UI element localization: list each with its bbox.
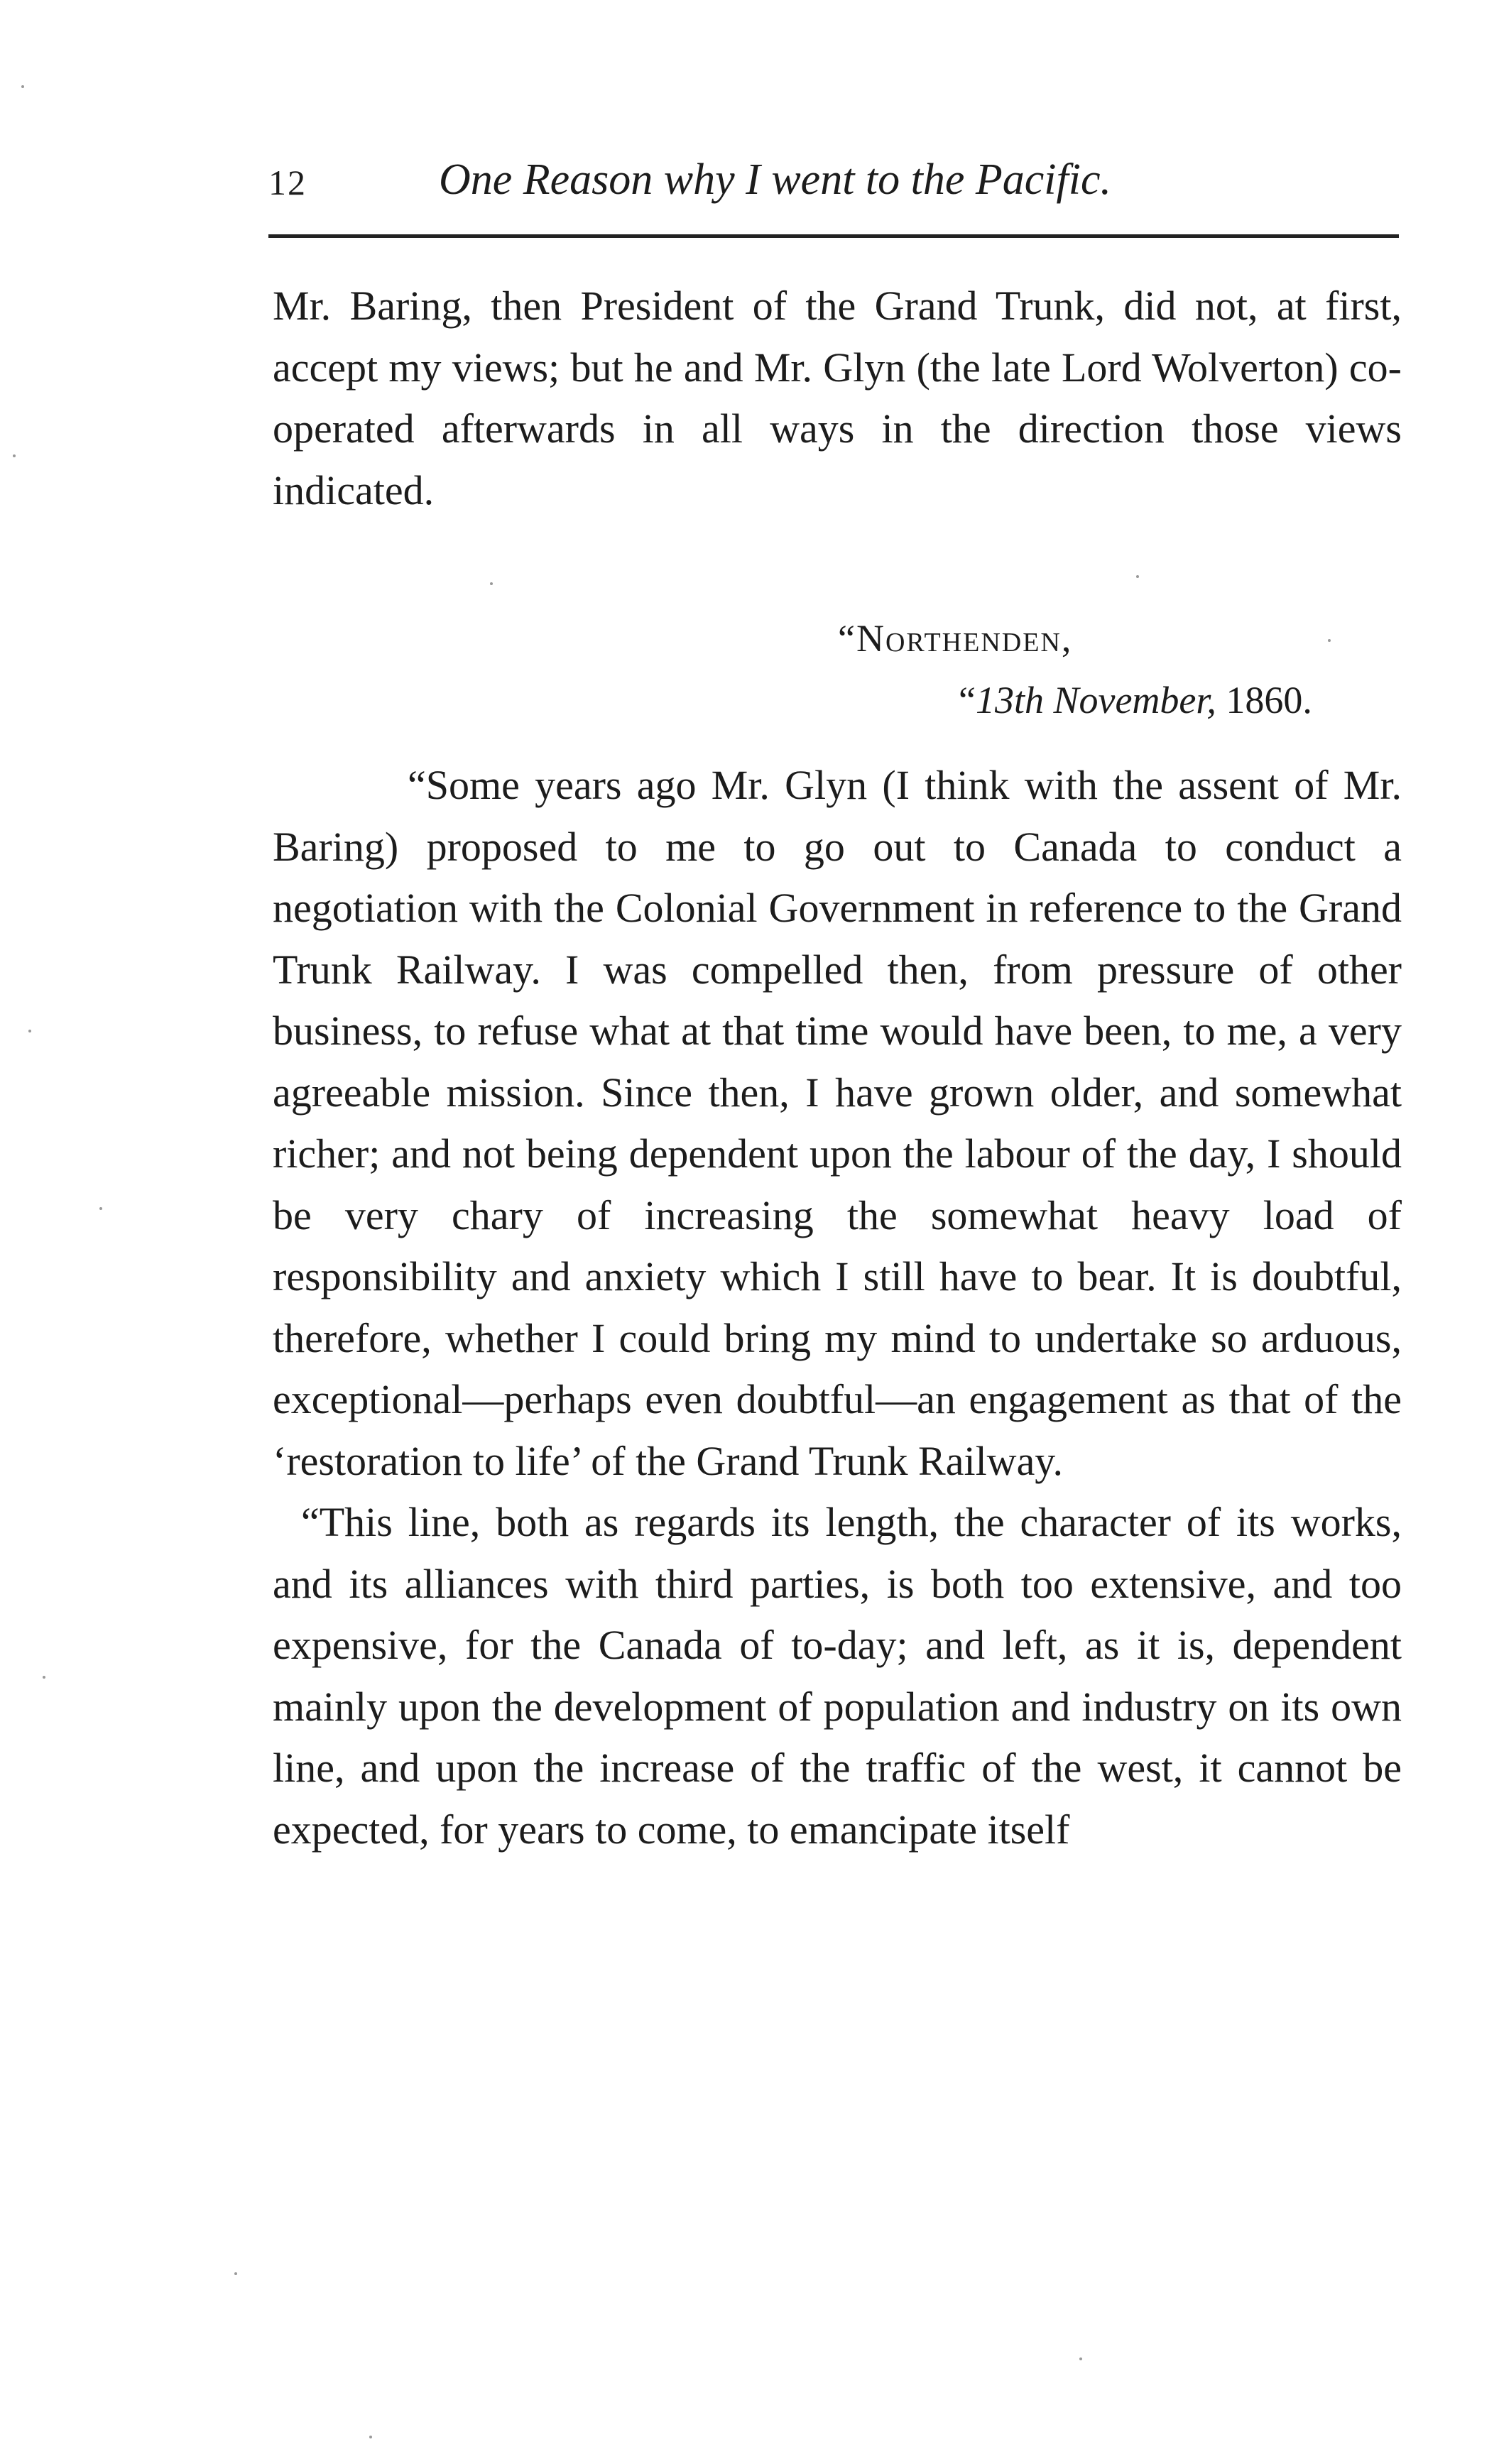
scan-speck <box>234 2272 237 2275</box>
header-rule <box>268 234 1399 238</box>
scan-speck <box>490 582 493 585</box>
lead-paragraph: Mr. Baring, then President of the Grand Trunk, did not, at first, accept my views; but he and Mr. Glyn (the late Lord Wolverton) co-operated afterwards in all ways in the direction those views indicated. <box>273 283 1402 513</box>
scan-speck <box>13 454 16 457</box>
scan-speck <box>1136 575 1139 578</box>
scan-speck <box>21 85 24 88</box>
dateline-place: “Northenden, <box>838 617 1073 660</box>
letter-paragraph-2: “This line, both as regards its length, the character of its works, and its alliances with third parties, is both too extensive, and too expensive, for the Canada of to-day; and left, as it is, dependent mainly upon the development of population and industry on its own line, and upon the increase of the traffic of the west, it cannot be expected, for years to come, to emancipate itself <box>273 1499 1402 1853</box>
scan-speck <box>28 1030 31 1032</box>
dateline-date-day: 13th November, <box>975 679 1216 721</box>
scan-speck <box>1079 2357 1082 2360</box>
scan-speck <box>1328 639 1331 642</box>
scan-speck <box>43 1676 45 1679</box>
dateline-date <box>959 678 1312 722</box>
letter-paragraph-1: “Some years ago Mr. Glyn (I think with the assent of Mr. Baring) proposed to me to go out to Canada to conduct a negotiation with the Colonial Government in reference to the Grand Trunk Railway. I was compelled then, from pressure of other business, to refuse what at that time would have been, to me, a very agreeable mission. Since then, I have grown older, and somewhat richer; and not being dependent upon the labour of the day, I should be very chary of increasing the somewhat heavy load of responsibility and anxiety which I still have to bear. It is doubtful, therefore, whether I could bring my mind to undertake so arduous, exceptional—perhaps even doubtful—an engagement as that of the ‘restoration to life’ of the Grand Trunk Railway. <box>273 762 1402 1484</box>
dateline-date-prefix: “ <box>959 679 976 721</box>
page-number: 12 <box>268 163 307 202</box>
running-title: One Reason why I went to the Pacific. <box>439 156 1111 204</box>
scan-speck <box>99 1207 102 1210</box>
lead-paragraph-block <box>273 276 1402 521</box>
dateline-date-year: 1860. <box>1226 679 1312 721</box>
letter-body <box>273 755 1402 1860</box>
running-header <box>268 149 1399 213</box>
scan-speck <box>369 2436 372 2438</box>
